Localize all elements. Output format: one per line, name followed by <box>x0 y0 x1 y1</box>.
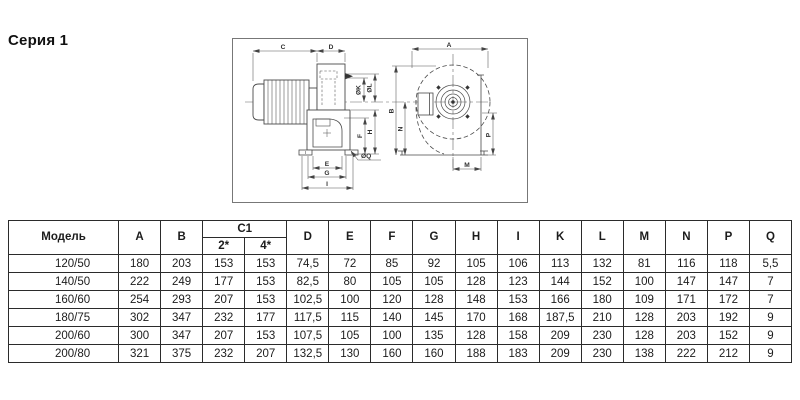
col-header-d: D <box>287 221 329 255</box>
value-cell: 209 <box>539 327 581 345</box>
value-cell: 105 <box>455 255 497 273</box>
value-cell: 153 <box>245 255 287 273</box>
table-row <box>9 255 792 273</box>
col-header-i: I <box>497 221 539 255</box>
fan-dimension-diagram <box>232 38 528 203</box>
model-cell: 200/80 <box>9 345 119 363</box>
value-cell: 192 <box>707 309 749 327</box>
table-row <box>9 273 792 291</box>
value-cell: 222 <box>665 345 707 363</box>
col-header-q: Q <box>749 221 791 255</box>
dim-label-b: B <box>388 108 396 114</box>
value-cell: 230 <box>581 345 623 363</box>
header-row-1 <box>9 221 792 238</box>
dim-label-n: N <box>397 126 405 132</box>
value-cell: 177 <box>245 309 287 327</box>
col-header-c1-sub-1: 2* <box>203 238 245 255</box>
value-cell: 152 <box>581 273 623 291</box>
value-cell: 128 <box>623 327 665 345</box>
value-cell: 128 <box>455 273 497 291</box>
dim-label-l: ØL <box>366 83 374 93</box>
value-cell: 300 <box>119 327 161 345</box>
value-cell: 153 <box>245 273 287 291</box>
col-header-a: A <box>119 221 161 255</box>
col-header-b: B <box>161 221 203 255</box>
value-cell: 160 <box>413 345 455 363</box>
value-cell: 144 <box>539 273 581 291</box>
dim-label-c: C <box>280 44 286 51</box>
value-cell: 172 <box>707 291 749 309</box>
col-header-m: M <box>623 221 665 255</box>
table-body <box>9 255 792 363</box>
value-cell: 230 <box>581 327 623 345</box>
value-cell: 188 <box>455 345 497 363</box>
value-cell: 85 <box>371 255 413 273</box>
dim-label-g: G <box>324 170 330 177</box>
col-header-c1-sub-2: 4* <box>245 238 287 255</box>
value-cell: 212 <box>707 345 749 363</box>
value-cell: 128 <box>413 291 455 309</box>
value-cell: 302 <box>119 309 161 327</box>
motor-end-cap <box>253 84 264 120</box>
dim-label-a: A <box>446 42 452 49</box>
value-cell: 187,5 <box>539 309 581 327</box>
value-cell: 232 <box>203 309 245 327</box>
page-title: Серия 1 <box>8 32 69 49</box>
dim-label-p: P <box>485 132 493 138</box>
value-cell: 81 <box>623 255 665 273</box>
value-cell: 153 <box>245 291 287 309</box>
value-cell: 100 <box>623 273 665 291</box>
value-cell: 80 <box>329 273 371 291</box>
value-cell: 92 <box>413 255 455 273</box>
shaft-center <box>451 100 455 104</box>
model-cell: 200/60 <box>9 327 119 345</box>
value-cell: 177 <box>203 273 245 291</box>
dim-label-h: H <box>367 129 374 135</box>
value-cell: 118 <box>707 255 749 273</box>
table-row <box>9 291 792 309</box>
dim-label-q: ØQ <box>361 153 372 160</box>
housing-box <box>307 110 350 150</box>
value-cell: 116 <box>665 255 707 273</box>
value-cell: 109 <box>623 291 665 309</box>
model-cell: 140/50 <box>9 273 119 291</box>
dim-label-i: I <box>326 181 328 188</box>
value-cell: 9 <box>749 327 791 345</box>
value-cell: 232 <box>203 345 245 363</box>
value-cell: 106 <box>497 255 539 273</box>
value-cell: 132 <box>581 255 623 273</box>
table-row <box>9 327 792 345</box>
value-cell: 153 <box>497 291 539 309</box>
value-cell: 180 <box>119 255 161 273</box>
value-cell: 82,5 <box>287 273 329 291</box>
value-cell: 7 <box>749 291 791 309</box>
value-cell: 180 <box>581 291 623 309</box>
dim-label-d: D <box>328 44 334 51</box>
value-cell: 105 <box>413 273 455 291</box>
technical-drawing <box>232 38 528 203</box>
col-header-p: P <box>707 221 749 255</box>
table-head <box>9 221 792 255</box>
dim-label-k: ØK <box>355 85 363 95</box>
value-cell: 100 <box>371 327 413 345</box>
value-cell: 130 <box>329 345 371 363</box>
value-cell: 347 <box>161 327 203 345</box>
value-cell: 72 <box>329 255 371 273</box>
value-cell: 207 <box>203 291 245 309</box>
col-header-f: F <box>371 221 413 255</box>
model-cell: 120/50 <box>9 255 119 273</box>
value-cell: 115 <box>329 309 371 327</box>
value-cell: 7 <box>749 273 791 291</box>
value-cell: 153 <box>245 327 287 345</box>
value-cell: 147 <box>665 273 707 291</box>
value-cell: 222 <box>119 273 161 291</box>
value-cell: 254 <box>119 291 161 309</box>
col-header-g: G <box>413 221 455 255</box>
value-cell: 170 <box>455 309 497 327</box>
table-row <box>9 309 792 327</box>
value-cell: 5,5 <box>749 255 791 273</box>
value-cell: 168 <box>497 309 539 327</box>
value-cell: 140 <box>371 309 413 327</box>
value-cell: 147 <box>707 273 749 291</box>
col-header-n: N <box>665 221 707 255</box>
value-cell: 102,5 <box>287 291 329 309</box>
value-cell: 210 <box>581 309 623 327</box>
value-cell: 166 <box>539 291 581 309</box>
value-cell: 293 <box>161 291 203 309</box>
value-cell: 375 <box>161 345 203 363</box>
value-cell: 113 <box>539 255 581 273</box>
value-cell: 171 <box>665 291 707 309</box>
value-cell: 183 <box>497 345 539 363</box>
value-cell: 135 <box>413 327 455 345</box>
value-cell: 203 <box>665 309 707 327</box>
dim-label-f: F <box>357 133 364 139</box>
table-row <box>9 345 792 363</box>
value-cell: 249 <box>161 273 203 291</box>
dim-label-m: M <box>464 162 470 169</box>
value-cell: 160 <box>371 345 413 363</box>
value-cell: 209 <box>539 345 581 363</box>
outlet-front <box>418 93 433 115</box>
value-cell: 74,5 <box>287 255 329 273</box>
col-header-e: E <box>329 221 371 255</box>
value-cell: 105 <box>329 327 371 345</box>
value-cell: 117,5 <box>287 309 329 327</box>
value-cell: 100 <box>329 291 371 309</box>
value-cell: 347 <box>161 309 203 327</box>
value-cell: 138 <box>623 345 665 363</box>
col-header-l: L <box>581 221 623 255</box>
value-cell: 152 <box>707 327 749 345</box>
value-cell: 128 <box>623 309 665 327</box>
value-cell: 203 <box>665 327 707 345</box>
value-cell: 203 <box>161 255 203 273</box>
value-cell: 120 <box>371 291 413 309</box>
dimensions-table <box>8 220 792 363</box>
value-cell: 105 <box>371 273 413 291</box>
value-cell: 148 <box>455 291 497 309</box>
value-cell: 132,5 <box>287 345 329 363</box>
value-cell: 9 <box>749 345 791 363</box>
col-header-k: K <box>539 221 581 255</box>
col-header-c1: C1 <box>203 221 287 238</box>
value-cell: 128 <box>455 327 497 345</box>
value-cell: 107,5 <box>287 327 329 345</box>
value-cell: 207 <box>203 327 245 345</box>
dim-label-e: E <box>324 161 330 168</box>
value-cell: 153 <box>203 255 245 273</box>
value-cell: 321 <box>119 345 161 363</box>
value-cell: 207 <box>245 345 287 363</box>
col-header-model: Модель <box>9 221 119 255</box>
motor-body <box>264 80 309 124</box>
value-cell: 123 <box>497 273 539 291</box>
value-cell: 145 <box>413 309 455 327</box>
col-header-h: H <box>455 221 497 255</box>
model-cell: 180/75 <box>9 309 119 327</box>
model-cell: 160/60 <box>9 291 119 309</box>
value-cell: 158 <box>497 327 539 345</box>
value-cell: 9 <box>749 309 791 327</box>
